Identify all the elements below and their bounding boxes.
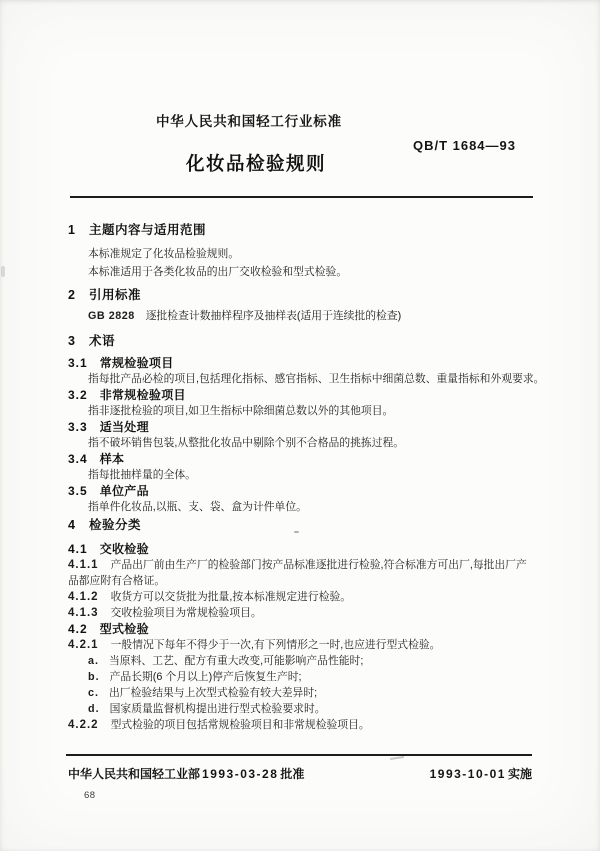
term-3-4-definition: 指每批抽样量的全体。: [88, 469, 196, 481]
term-3-1-definition: 指每批产品必检的项目,包括理化指标、感官指标、卫生指标中细菌总数、重量指标和外观要求。: [88, 373, 545, 385]
section-1-para-1: 本标准规定了化妆品检验规则。: [88, 248, 240, 260]
section-1-heading: [68, 222, 535, 238]
clause-4-1-number: 4.1: [68, 542, 88, 556]
footer-rule: [66, 754, 532, 756]
clause-4-1-3-number: 4.1.3: [68, 607, 99, 619]
list-item-c: [68, 685, 535, 701]
list-item-d: [68, 701, 535, 717]
section-4-number: 4: [68, 518, 76, 532]
page-number: 68: [84, 790, 96, 801]
term-3-1-heading: [68, 355, 535, 371]
referenced-standard: [68, 308, 535, 324]
document-body: [68, 210, 545, 733]
clause-4-2-heading: [68, 621, 535, 637]
list-item-a-marker: a.: [88, 655, 100, 667]
scan-artifact: [390, 756, 404, 760]
term-3-1-title: 常规检验项目: [99, 356, 174, 370]
section-3-number: 3: [68, 334, 76, 348]
approval-org: 中华人民共和国轻工业部: [68, 767, 201, 781]
implementation-statement: [428, 765, 532, 782]
section-2-title: 引用标准: [88, 288, 141, 302]
term-3-4-number: 3.4: [68, 452, 88, 466]
term-3-2-definition: 指非逐批检验的项目,如卫生指标中除细菌总数以外的其他项目。: [88, 405, 394, 417]
term-3-2-heading: [68, 387, 535, 403]
document-title: 化妆品检验规则: [186, 153, 327, 174]
list-item-b: [68, 669, 535, 685]
section-1-para-2: 本标准适用于各类化妆品的出厂交收检验和型式检验。: [88, 266, 348, 278]
term-3-3-number: 3.3: [68, 420, 88, 434]
section-3-heading: [68, 333, 535, 349]
list-item-b-marker: b.: [88, 671, 100, 683]
clause-4-2-title: 型式检验: [99, 622, 149, 636]
term-3-1-number: 3.1: [68, 356, 88, 370]
approval-date: 1993-03-28: [202, 767, 279, 781]
clause-4-1-3: [68, 605, 535, 621]
list-item-a-text: 当原料、工艺、配方有重大改变,可能影响产品性能时;: [109, 655, 364, 667]
term-3-2-number: 3.2: [68, 388, 88, 402]
clause-4-2-2: [68, 717, 535, 733]
term-3-3-heading: [68, 419, 535, 435]
implementation-date: 1993-10-01: [429, 767, 506, 781]
clause-4-1-1: [68, 557, 535, 589]
approval-statement: [68, 765, 304, 782]
scan-artifact: [1, 266, 5, 277]
footer: [68, 765, 532, 782]
standard-org-line: 中华人民共和国轻工行业标准: [156, 114, 342, 129]
list-item-d-marker: d.: [88, 703, 100, 715]
scan-artifact: [294, 531, 299, 533]
clause-4-1-1-number: 4.1.1: [68, 559, 99, 571]
list-item-a: [68, 653, 535, 669]
clause-4-1-2-text: 收货方可以交货批为批量,按本标准规定进行检验。: [110, 591, 352, 603]
list-item-c-text: 出厂检验结果与上次型式检验有较大差异时;: [109, 687, 318, 699]
clause-4-1-2: [68, 589, 535, 605]
implementation-label: 实施: [507, 767, 532, 781]
clause-4-1-2-number: 4.1.2: [68, 591, 99, 603]
header-rule: [70, 196, 533, 198]
section-1-title: 主题内容与适用范围: [88, 223, 206, 237]
referenced-standard-code: GB 2828: [88, 310, 135, 322]
list-item-b-text: 产品长期(6 个月以上)停产后恢复生产时;: [109, 671, 302, 683]
referenced-standard-title: 逐批检查计数抽样程序及抽样表(适用于连续批的检查): [145, 310, 402, 322]
list-item-d-text: 国家质量监督机构提出进行型式检验要求时。: [109, 703, 326, 715]
term-3-4-title: 样本: [99, 452, 125, 466]
term-3-5-title: 单位产品: [99, 484, 149, 498]
clause-4-1-title: 交收检验: [99, 542, 149, 556]
term-3-5-number: 3.5: [68, 484, 88, 498]
term-3-5-definition: 指单件化妆品,以瓶、支、袋、盒为计件单位。: [88, 501, 307, 513]
clause-4-2-1-text: 一般情况下每年不得少于一次,有下列情形之一时,也应进行型式检验。: [110, 639, 441, 651]
term-3-3-definition: 指不破坏销售包装,从整批化妆品中剔除个别不合格品的挑拣过程。: [88, 437, 405, 449]
clause-4-2-number: 4.2: [68, 622, 88, 636]
clause-4-2-1-number: 4.2.1: [68, 639, 99, 651]
section-1-number: 1: [68, 223, 76, 237]
clause-4-2-1: [68, 637, 535, 653]
section-4-heading: [68, 517, 535, 533]
term-3-4-heading: [68, 451, 535, 467]
standard-code: QB/T 1684—93: [412, 138, 516, 153]
section-3-title: 术语: [88, 334, 115, 348]
term-3-5-heading: [68, 483, 535, 499]
section-2-number: 2: [68, 288, 76, 302]
clause-4-1-3-text: 交收检验项目为常规检验项目。: [110, 607, 262, 619]
clause-4-1-1-text: 产品出厂前由生产厂的检验部门按产品标准逐批进行检验,符合标准方可出厂,每批出厂产品都应附有合格证。: [68, 559, 527, 587]
clause-4-1-heading: [68, 541, 535, 557]
clause-4-2-2-number: 4.2.2: [68, 719, 99, 731]
term-3-3-title: 适当处理: [99, 420, 149, 434]
section-2-heading: [68, 287, 535, 303]
term-3-2-title: 非常规检验项目: [99, 388, 186, 402]
approval-label: 批准: [280, 767, 305, 781]
clause-4-2-2-text: 型式检验的项目包括常规检验项目和非常规检验项目。: [110, 719, 370, 731]
section-4-title: 检验分类: [88, 518, 141, 532]
list-item-c-marker: c.: [88, 687, 100, 699]
